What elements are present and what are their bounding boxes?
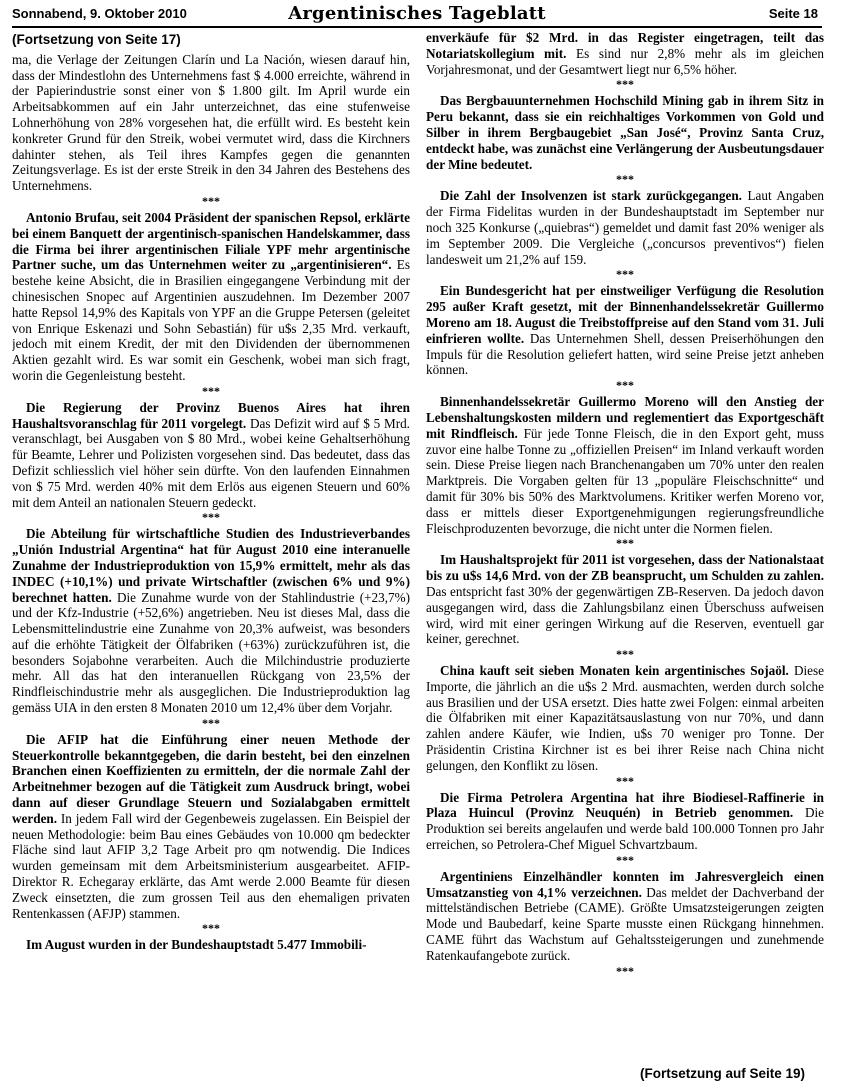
column-right [426, 30, 824, 1086]
separator: *** [616, 378, 634, 393]
article-2 [12, 210, 410, 384]
article-6 [426, 30, 824, 77]
article-9 [426, 283, 824, 378]
continued-to: (Fortsetzung auf Seite 19) [640, 1066, 806, 1081]
article-4-body: Die Zunahme wurde von der Stahlindustrie (+23,7%) und der Kfz-Industrie (+52,6%) angetrieben. Neu ist dieses Mal, dass die Lebensmittelindustrie eine Zunahme von 20,3% aufweist, was besonders auf die erhöhte Tätigkeit der Ölfabriken (+63%) zurückzuführen ist, die besonders Sojabohne verarbeiten. Auch die Milchindustrie produzierte mehr. All das hat den interanuellen Rückgang von 23,5% der Rindfleischindustrie mehr als ausgeglichen. Die Industrieproduktion lag gemäss UIA in den ersten 8 Monaten 2010 um 12,4% über dem Vorjahr. [12, 589, 410, 716]
article-7 [426, 93, 824, 172]
article-6-body: Es sind nur 2,8% mehr als im gleichen Vorjahresmonat, und der Gesamtwert liegt nur 6,5% höher. [426, 45, 824, 77]
article-5-lead: Die AFIP hat die Einführung einer neuen Methode der Steuerkontrolle bekanntgegeben, die darin besteht, bei den einzelnen Branchen einen Koeffizienten zu ermitteln, der die normale Zahl der Arbeitnehmer bezogen auf die Tätigkeit zum Ausdruck bringt, wobei dann auf dieser Grundlage Steuern und Sozialabgaben ermittelt werden. [12, 731, 410, 826]
separator: *** [616, 172, 634, 187]
issue-date: Sonnabend, 9. Oktober 2010 [12, 6, 187, 21]
article-13-body: Die Produktion sei bereits angelaufen und werde bald 100.000 Tonnen pro Jahr erreichen, so Petrolera-Chef Miguel Schvartzbaum. [426, 805, 824, 853]
separator: *** [616, 852, 634, 867]
separator: *** [202, 193, 220, 208]
article-8-lead: Die Zahl der Insolvenzen ist stark zurückgegangen. [440, 188, 742, 204]
article-6-lead-continuation: enverkäufe für $2 Mrd. in das Register eingetragen, teilt das Notariatskollegium mit. [426, 30, 824, 61]
article-1 [12, 52, 410, 194]
article-3 [12, 400, 410, 511]
separator: *** [202, 383, 220, 398]
article-10 [426, 394, 824, 536]
article-13-lead: Die Firma Petrolera Argentina hat ihre Biodiesel-Raffinerie in Plaza Huincul (Provinz Neuquén) in Betrieb genommen. [426, 789, 824, 821]
article-14-body: Das meldet der Dachverband der mittelständischen Betriebe (CAME). Größte Umsatzsteigerungen zeigten Mode und Baubedarf, keine Sparte musste einen Rückgang hinnehmen. CAME führt das Wachstum auf Gehaltssteigerungen und zunehmende Ratenkaufangebote zurück. [426, 884, 824, 963]
article-2-lead: Antonio Brufau, seit 2004 Präsident der spanischen Repsol, erklärte bei einem Banquett der argentinisch-spanischen Handelskammer, dass die Firma bei ihrer argentinischen Filiale YPF mehr argentinische Partner suche, um das Unternehmen weiter zu „argentinisieren“. [12, 209, 410, 273]
separator: *** [616, 536, 634, 551]
article-9-body: Das Unternehmen Shell, dessen Preiserhöhungen den Impuls für die Resolution geliefert hatten, wird seine Preise jetzt anheben können. [426, 330, 824, 378]
separator: *** [616, 77, 634, 92]
column-left [12, 30, 410, 1086]
separator: *** [616, 773, 634, 788]
article-8 [426, 188, 824, 267]
page-header [12, 4, 822, 28]
article-11 [426, 552, 824, 647]
article-4 [12, 526, 410, 716]
separator: *** [202, 510, 220, 525]
article-2-body: Es bestehe keine Absicht, die in Brasilien eingegangene Verbindung mit der chinesischen Snopec auf Argentinien auszudehnen. Im Dezember 2007 hatte Repsol 14,9% des Kapitals von YPF an die Gruppe Petersen (geleitet von Enrique Eskenazi und Sohn Sebastián) für u$s 2,35 Mrd. verkauft, jedoch mit einem Kredit, der mit den Dividenden der übernommenen Aktien gezahlt wird. Es war somit ein Geschenk, wobei man sich fragt, worin die Gegenleistung besteht. [12, 257, 410, 383]
newspaper-title: Argentinisches Tageblatt [288, 3, 546, 24]
article-14-lead: Argentiniens Einzelhändler konnten im Jahresvergleich einen Umsatzanstieg von 4,1% verzeichnen. [426, 868, 824, 900]
separator: *** [202, 715, 220, 730]
article-11-lead: Im Haushaltsprojekt für 2011 ist vorgesehen, dass der Nationalstaat bis zu u$s 14,6 Mrd. von der ZB beansprucht, um Schulden zu zahlen. [426, 552, 824, 584]
article-9-lead: Ein Bundesgericht hat per einstweiliger Verfügung die Resolution 295 außer Kraft gesetzt, mit der Binnenhandelssekretär Guillermo Moreno am 18. August die Treibstoffpreise auf den Stand vom 31. Juli einfrieren wollte. [426, 283, 824, 346]
article-8-body: Laut Angaben der Firma Fidelitas wurden in der Bundeshauptstadt im September nur noch 325 Konkurse („quiebras“) gemeldet und damit fast 20% weniger als im September 2009. Die Vergleiche („concursos preventivos“) fielen landesweit um 21,2% auf 159. [426, 188, 824, 267]
article-7-lead: Das Bergbauunternehmen Hochschild Mining gab in ihrem Sitz in Peru bekannt, dass sie ein reichhaltiges Vorkommen von Gold und Silber in ihrem Bergbaugebiet „San José“, Provinz Santa Cruz, entdeckt habe, was zunächst eine Verlängerung der Ausbeutungsdauer der Mine bedeutet. [426, 93, 824, 172]
article-5-body: In jedem Fall wird der Gegenbeweis zugelassen. Ein Beispiel der neuen Methodologie: beim Bau eines Gebäudes von 10.000 qm bedeckter Fläche sind laut AFIP 3,2 Tage Arbeit pro qm notwendig. Die Indices wurden gemeinsam mit dem Arbeitsministerium ausgearbeitet. AFIP-Direktor R. Echegaray erklärte, das Amt werde 2.000 Beamte für diesen Zweck einsetzten, die zum grossen Teil aus den ehemaligen privaten Rentenkassen (AFJP) stammen. [12, 810, 410, 921]
separator: *** [616, 963, 634, 978]
article-5 [12, 732, 410, 922]
article-13 [426, 790, 824, 853]
continued-from: (Fortsetzung von Seite 17) [12, 32, 181, 47]
separator: *** [616, 267, 634, 282]
article-3-body: Das Defizit wird auf $ 5 Mrd. veranschlagt, bei Ausgaben von $ 80 Mrd., wobei keine Gehaltserhöhung für Beamte, Lehrer und Polizisten vorgesehen sind. Das bedeutet, dass das Defizit schliesslich viel höher sein dürfte. Von den laufenden Einnahmen von $ 75 Mrd. werden 40% mit dem Erlös aus eigenen Steuern und 60% mit dem Anteil an nationalen Steuern gedeckt. [12, 415, 410, 510]
article-3-lead: Die Regierung der Provinz Buenos Aires hat ihren Haushaltsvoranschlag für 2011 vorgelegt. [12, 399, 410, 431]
article-10-body: Für jede Tonne Fleisch, die in den Export geht, muss zuvor eine halbe Tonne zu „offiziellen Preisen“ im Inland verkauft worden sein. Diese Preise liegen nach Branchenangaben um 70% unter den realen Marktpreis. Die Vorgaben gelten für 13 „populäre Fleischschnitte“ und damit für 30% bis 50% des Marktvolumens. Kritiker werfen Moreno vor, dass er mittels dieser Exportgenehmigungen regierungsfreundliche Fleischproduzenten bevorzuge, die nicht unter die Normen fielen. [426, 425, 824, 536]
article-6-lead-start: Im August wurden in der Bundeshauptstadt 5.477 Immobili- [26, 937, 367, 953]
article-12 [426, 663, 824, 774]
article-6-part-1 [12, 937, 410, 953]
article-1-body: ma, die Verlage der Zeitungen Clarín und La Nación, wiesen darauf hin, dass der Mindestlohn des Unternehmens fast $ 4.000 erreichte, während in der Papierindustrie sonst einer von $ 1.800 gilt. Im April wurde ein Arbeitsabkommen auf ein Jahr unterzeichnet, das eine stufenweise Lohnerhöhung von 28% vorgesehen hat, die erfüllt wird. Es besteht kein konkreter Grund für den Streik, wobei vermutet wird, dass die Kirchners dahinter stehen, als Teil ihres Kampfes gegen die genannten Zeitungsverlage. Es ist der erste Streik in den 34 Jahren des Bestehens des Unternehmens. [12, 51, 410, 194]
separator: *** [202, 921, 220, 936]
article-14 [426, 869, 824, 964]
article-12-lead: China kauft seit sieben Monaten kein argentinisches Sojaöl. [440, 663, 789, 679]
article-12-body: Diese Importe, die jährlich an die u$s 2 Mrd. ausmachten, werden durch solche aus Brasilien und der USA ersetzt. Dies hatte zwei Folgen: einmal arbeiten die Ölfabriken mit einer Kapazitätsauslastung von nur 70%, und dann zahlen andere Käufer, wie Indien, u$s 70 weniger pro Tonne. Der Präsidentin Cristina Kirchner ist es bei ihrer Reise nach China nicht gelungen, den Konflikt zu lösen. [426, 663, 824, 773]
article-11-body: Das entspricht fast 30% der gegenwärtigen ZB-Reserven. Da jedoch davon ausgegangen wird, dass die Zahlungsbilanz einen Überschuss aufweisen wird, wird mit einer geringen Wirkung auf die Reserven, eventuell gar keiner, gerechnet. [426, 583, 824, 647]
article-4-lead: Die Abteilung für wirtschaftliche Studien des Industrieverbandes „Unión Industrial Argentina“ hat für August 2010 eine interanuelle Zunahme der Industrieproduktion von 15,9% ermittelt, mehr als das INDEC (+10,1%) und private Wirtschaftler (zwischen 6% und 9%) berechnet hatten. [12, 526, 410, 605]
separator: *** [616, 647, 634, 662]
page-number: Seite 18 [768, 6, 818, 21]
article-10-lead: Binnenhandelssekretär Guillermo Moreno will den Anstieg der Lebenshaltungskosten mildern und reglementiert das Exportgeschäft mit Rindfleisch. [426, 394, 824, 441]
